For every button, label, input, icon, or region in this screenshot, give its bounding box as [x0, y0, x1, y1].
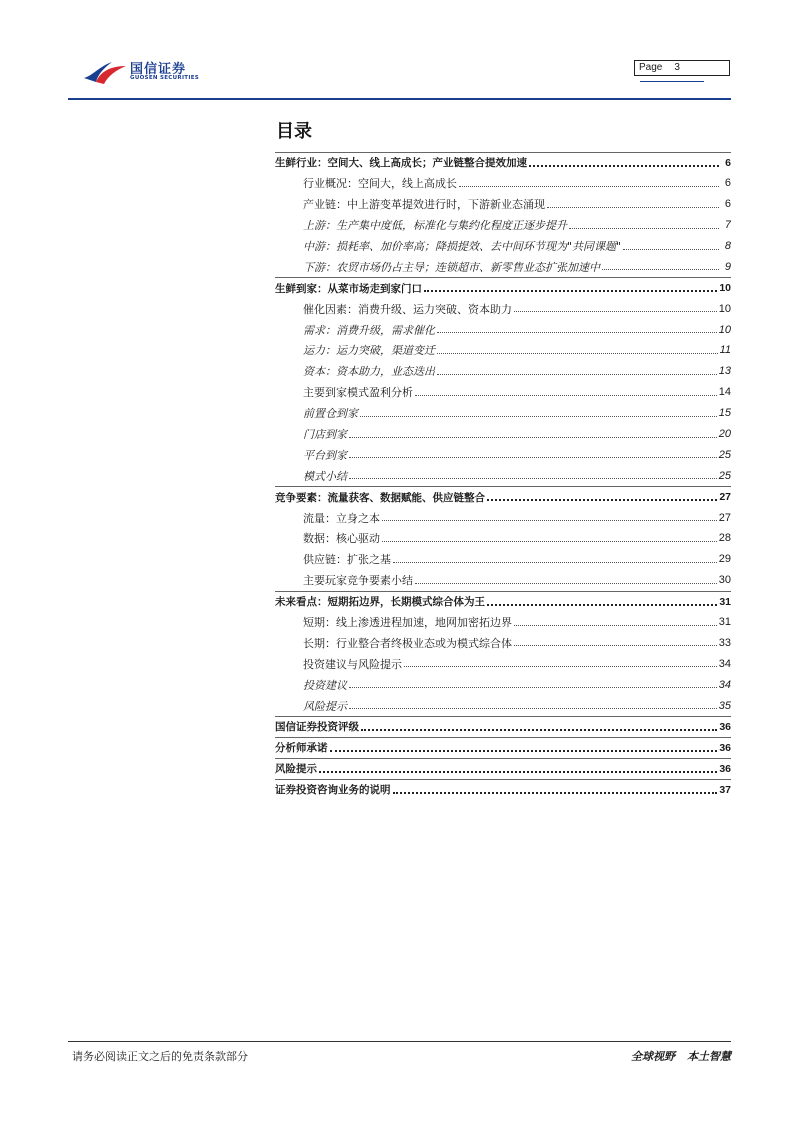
toc-entry-label: 风险提示 — [303, 699, 347, 713]
toc-entry-page: 33 — [718, 636, 731, 649]
toc-entry-label: 门店到家 — [303, 428, 347, 442]
toc-entry-label: 平台到家 — [303, 448, 347, 462]
toc-entry-page: 28 — [718, 532, 731, 545]
toc-entry-label: 数据：核心驱动 — [303, 532, 380, 546]
toc-entry[interactable] — [275, 674, 731, 695]
toc-leader-dots — [623, 249, 719, 250]
toc-entry[interactable] — [275, 298, 731, 319]
toc-entry-label: 短期：线上渗透进程加速，地网加密拓边界 — [303, 616, 512, 630]
toc-leader-dots — [330, 750, 718, 752]
footer-disclaimer: 请务必阅读正文之后的免责条款部分 — [72, 1050, 248, 1063]
toc-leader-dots — [349, 687, 717, 688]
toc-entry[interactable] — [275, 695, 731, 716]
toc-leader-dots — [487, 604, 717, 606]
toc-leader-dots — [415, 583, 717, 584]
toc-entry-page: 9 — [724, 260, 731, 273]
toc-entry[interactable] — [275, 570, 731, 591]
toc-leader-dots — [349, 478, 717, 479]
toc-leader-dots — [514, 311, 717, 312]
toc-entry-page: 8 — [724, 240, 731, 252]
toc-entry[interactable] — [275, 632, 731, 653]
toc-entry-label: 生鲜到家：从菜市场走到家门口 — [275, 282, 422, 295]
toc-leader-dots — [415, 395, 717, 396]
toc-entry[interactable] — [275, 382, 731, 403]
toc-entry-page: 6 — [724, 177, 731, 190]
toc-entry-page: 29 — [718, 553, 731, 566]
toc-entry-page: 36 — [719, 762, 731, 775]
toc-entry-page: 34 — [718, 657, 731, 670]
toc-entry[interactable] — [275, 716, 731, 737]
page-number: 3 — [674, 62, 680, 73]
toc-entry-label: 投资建议与风险提示 — [303, 657, 402, 671]
toc-leader-dots — [360, 416, 717, 417]
toc-entry[interactable] — [275, 737, 731, 758]
toc-entry[interactable] — [275, 779, 731, 800]
toc-leader-dots — [437, 374, 717, 375]
toc-entry-page: 13 — [718, 365, 731, 378]
toc-entry-page: 25 — [718, 448, 731, 461]
toc-entry-label: 分析师承诺 — [275, 742, 328, 755]
toc-entry-label: 流量：立身之本 — [303, 511, 380, 525]
toc-entry[interactable] — [275, 152, 731, 173]
toc-entry-page: 34 — [718, 678, 731, 691]
toc-entry-page: 36 — [719, 720, 731, 733]
toc-entry-label: 模式小结 — [303, 469, 347, 483]
toc-entry-page: 37 — [719, 783, 731, 796]
toc-entry-label: 资本：资本助力，业态迭出 — [303, 365, 435, 379]
toc-entry-label: 运力：运力突破，渠道变迁 — [303, 344, 435, 358]
toc-title: 目录 — [276, 121, 312, 142]
toc-leader-dots — [349, 708, 717, 709]
toc-entry-page: 27 — [718, 511, 731, 524]
toc-entry[interactable] — [275, 591, 731, 612]
toc-leader-dots — [349, 437, 717, 438]
toc-entry-label: 长期：行业整合者终极业态或为模式综合体 — [303, 636, 512, 650]
toc-leader-dots — [437, 332, 717, 333]
toc-entry-label: 中游：损耗率、加价率高；降损提效、去中间环节现为"共同课题" — [303, 240, 622, 253]
toc-leader-dots — [349, 457, 717, 458]
toc-entry[interactable] — [275, 256, 731, 277]
footer-slogan-part-2: 本土智慧 — [687, 1050, 731, 1063]
toc-entry[interactable] — [275, 507, 731, 528]
toc-entry[interactable] — [275, 194, 731, 215]
toc-entry-label: 产业链：中上游变革提效进行时，下游新业态涌现 — [303, 198, 545, 212]
logo-chinese-name: 国信证券 — [130, 62, 187, 77]
toc-entry[interactable] — [275, 340, 731, 361]
toc-entry[interactable] — [275, 424, 731, 445]
toc-entry-page: 20 — [718, 428, 731, 441]
toc-entry-label: 下游：农贸市场仍占主导；连锁超市、新零售业态扩张加速中 — [303, 260, 600, 274]
toc-entry-label: 投资建议 — [303, 678, 347, 692]
company-logo — [82, 56, 202, 88]
toc-entry-label: 未来看点：短期拓边界，长期模式综合体为王 — [275, 596, 485, 609]
toc-entry-label: 催化因素：消费升级、运力突破、资本助力 — [303, 302, 512, 316]
toc-entry-label: 风险提示 — [275, 763, 317, 776]
page-label: Page — [639, 62, 663, 73]
footer-divider — [68, 1041, 731, 1042]
toc-entry-page: 10 — [719, 282, 731, 295]
toc-leader-dots — [529, 165, 719, 167]
toc-entry[interactable] — [275, 465, 731, 486]
toc-entry-page: 31 — [719, 595, 731, 608]
toc-entry[interactable] — [275, 277, 731, 298]
toc-leader-dots — [514, 645, 717, 646]
toc-entry-label: 上游：生产集中度低，标准化与集约化程度正逐步提升 — [303, 219, 567, 233]
toc-entry[interactable] — [275, 653, 731, 674]
toc-entry[interactable] — [275, 215, 731, 236]
toc-leader-dots — [382, 541, 717, 542]
toc-entry-label: 行业概况：空间大，线上高成长 — [303, 177, 457, 191]
toc-entry[interactable] — [275, 549, 731, 570]
toc-entry-page: 10 — [718, 302, 731, 315]
toc-entry[interactable] — [275, 319, 731, 340]
toc-entry-label: 竞争要素：流量获客、数据赋能、供应链整合 — [275, 491, 485, 504]
toc-leader-dots — [437, 353, 718, 354]
toc-entry-label: 生鲜行业：空间大、线上高成长；产业链整合提效加速 — [275, 157, 527, 170]
header-accent-rule — [640, 81, 704, 82]
toc-entry-page: 25 — [718, 469, 731, 482]
toc-entry-page: 11 — [719, 344, 731, 357]
toc-entry[interactable] — [275, 758, 731, 779]
toc-leader-dots — [393, 792, 718, 794]
toc-entry[interactable] — [275, 528, 731, 549]
header-divider — [68, 98, 731, 100]
toc-entry-page: 10 — [718, 323, 731, 336]
toc-entry-label: 主要到家模式盈利分析 — [303, 386, 413, 400]
toc-entry[interactable] — [275, 403, 731, 424]
toc-leader-dots — [487, 499, 717, 501]
footer-slogan-part-1: 全球视野 — [631, 1050, 675, 1063]
toc-entry[interactable] — [275, 361, 731, 382]
toc-entry-page: 6 — [725, 156, 731, 169]
toc-entry[interactable] — [275, 236, 731, 257]
toc-leader-dots — [514, 625, 717, 626]
page-indicator — [634, 60, 730, 76]
toc-leader-dots — [602, 269, 719, 270]
toc-leader-dots — [361, 729, 717, 731]
toc-entry-page: 14 — [718, 386, 731, 399]
toc-entry-page: 27 — [719, 491, 731, 504]
toc-entry-label: 证券投资咨询业务的说明 — [275, 784, 391, 797]
toc-leader-dots — [404, 666, 717, 667]
table-of-contents — [275, 152, 731, 800]
toc-leader-dots — [393, 562, 717, 563]
toc-leader-dots — [424, 290, 717, 292]
logo-english-name: GUOSEN SECURITIES — [130, 75, 200, 81]
toc-entry[interactable] — [275, 173, 731, 194]
toc-entry-label: 供应链：扩张之基 — [303, 553, 391, 567]
guosen-logo-icon — [82, 56, 128, 86]
toc-entry-label: 主要玩家竞争要素小结 — [303, 574, 413, 588]
toc-entry-label: 国信证券投资评级 — [275, 721, 359, 734]
toc-entry[interactable] — [275, 486, 731, 507]
toc-entry-page: 36 — [719, 741, 731, 754]
toc-leader-dots — [319, 771, 717, 773]
toc-entry-label: 需求：消费升级，需求催化 — [303, 323, 435, 337]
toc-entry-page: 7 — [724, 219, 731, 232]
toc-leader-dots — [382, 520, 717, 521]
footer-slogan — [631, 1048, 731, 1064]
toc-entry[interactable] — [275, 444, 731, 465]
toc-leader-dots — [547, 207, 719, 208]
toc-leader-dots — [569, 228, 719, 229]
toc-leader-dots — [459, 186, 719, 187]
toc-entry-page: 6 — [724, 198, 731, 211]
toc-entry-page: 35 — [718, 699, 731, 712]
toc-entry-page: 15 — [718, 407, 731, 420]
toc-entry[interactable] — [275, 612, 731, 633]
toc-entry-label: 前置仓到家 — [303, 407, 358, 421]
toc-entry-page: 30 — [718, 574, 731, 587]
toc-entry-page: 31 — [718, 616, 731, 629]
